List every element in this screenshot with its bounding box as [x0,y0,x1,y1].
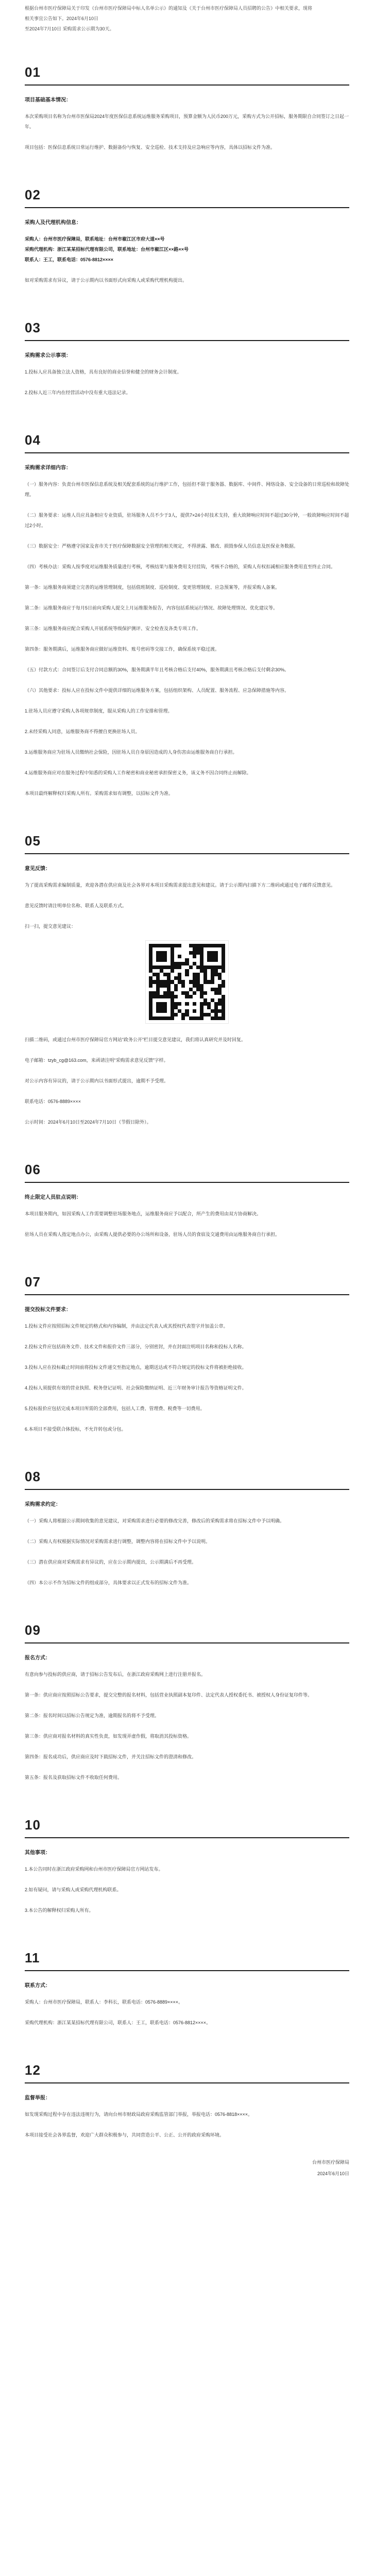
paragraph: （三）数据安全：严格遵守国家及省市关于医疗保障数据安全管理的相关规定，不得泄露、篡改、损毁参保人员信息及医保业务数据。 [25,544,299,549]
section-number: 02 [25,184,349,208]
paragraph: 驻场人员在采购人指定地点办公，由采购人提供必要的办公场所和设备，驻场人员的食宿及交通费用由运维服务商自行承担。 [25,1232,280,1237]
paragraph: 第四条：报名成功后，供应商应及时下载招标文件，并关注招标文件的澄清和修改。 [25,1754,197,1759]
paragraph: 本项目最终解释权归采购人所有。采购需求如有调整，以招标文件为准。 [25,791,174,796]
qr-code-wrap [25,941,349,1023]
paragraph: （三）潜在供应商对采购需求有异议的，应在公示期内提出，公示期满后不再受理。 [25,1560,197,1565]
section-title: 采购需求公示事项： [25,353,71,359]
highlight-line: 采购人：台州市医疗保障局，联系地址：台州市椒江区市府大道××号 [25,236,165,242]
sections-container [25,62,349,2140]
section-08 [25,1466,349,1588]
paragraph: 电子邮箱：tzyb_cg@163.com，来函请注明“采购需求意见反馈”字样。 [25,1058,168,1063]
paragraph: 本项目服务期内，如因采购人工作需要调整驻场服务地点，运维服务商应予以配合，所产生的费用由双方协商解决。 [25,1211,262,1216]
intro-line: 相关事宜公告如下。2024年6月10日 [25,16,99,21]
section-title: 其他事项： [25,1850,50,1856]
paragraph: 4.运维服务商应对在服务过程中知悉的采购人工作秘密和商业秘密承担保密义务，该义务不因合同终止而解除。 [25,770,251,775]
section-04 [25,430,349,799]
paragraph: 第三条：运维服务商应配合采购人开展系统等级保护测评、安全检查及各类专项工作。 [25,626,201,631]
section-05 [25,831,349,1127]
section-number: 12 [25,2060,349,2083]
paragraph: 2.投标人近三年内在经营活动中没有重大违法记录。 [25,390,131,395]
paragraph: （一）采购人将根据公示期间收集的意见建议，对采购需求进行必要的修改完善，修改后的采购需求将在招标文件中予以明确。 [25,1518,285,1523]
paragraph: 第一条：运维服务商须建立完善的运维管理制度，包括值班制度、巡检制度、变更管理制度、应急预案等，并报采购人备案。 [25,585,280,590]
paragraph: 2.未经采购人同意，运维服务商不得擅自更换驻场人员。 [25,729,140,734]
signoff-org: 台州市医疗保障局 [312,2160,349,2165]
section-title: 采购需求约定： [25,1502,61,1507]
section-number: 09 [25,1620,349,1643]
qr-code-icon[interactable] [146,941,228,1023]
intro-line: 至2024年7月10日 采购需求公示期为30天。 [25,26,114,31]
section-number: 07 [25,1272,349,1295]
paragraph: 有意向参与投标的供应商，请于招标公告发布后，在浙江政府采购网上进行注册并报名。 [25,1672,206,1677]
paragraph: （二）服务要求：运维人员应具备相应专业资质，驻场服务人员不少于3人，提供7×24小时技术支持，重大故障响应时间不超过30分钟，一般故障响应时间不超过2小时。 [25,513,349,528]
paragraph: 项目包括：医保信息系统日常运行维护、数据备份与恢复、安全巡检、技术支持及应急响应等内容，具体以招标文件为准。 [25,145,276,150]
section-title: 报名方式： [25,1655,50,1661]
section-title: 意见反馈： [25,866,50,872]
paragraph: 2.投标文件应包括商务文件、技术文件和报价文件三部分，分别密封，并在封面注明项目名称和投标人名称。 [25,1344,247,1349]
paragraph: （五）付款方式：合同签订后支付合同总额的30%，服务期满半年且考核合格后支付40%，服务期满且考核合格后支付剩余30%。 [25,667,290,672]
paragraph: 2.如有疑问，请与采购人或采购代理机构联系。 [25,1887,122,1892]
paragraph: 1.本公告同时在浙江政府采购网和台州市医疗保障局官方网站发布。 [25,1867,163,1872]
intro-line: 根据台州市医疗保障局关于印发《台州市医疗保障局中标人名单公示》的通知及《关于台州市医疗保障局人员招聘的公告》中相关要求，现将 [25,6,313,11]
highlight-line: 联系人：王工，联系电话：0576-8812×××× [25,257,114,262]
paragraph: 为了提高采购需求编制质量，欢迎各潜在供应商及社会各界对本项目采购需求提出意见和建议。请于公示期内扫描下方二维码或通过电子邮件反馈意见。 [25,883,336,888]
paragraph: 第三条：供应商对报名材料的真实性负责，如发现弄虚作假，将取消其投标资格。 [25,1734,192,1739]
highlight-line: 采购代理机构：浙江某某招标代理有限公司，联系地址：台州市椒江区××路××号 [25,247,189,252]
section-10 [25,1815,349,1916]
paragraph: 采购人：台州市医疗保障局，联系人：李科长，联系电话：0576-8889××××。 [25,1999,183,2005]
section-number: 05 [25,831,349,854]
paragraph: 如发现采购过程中存在违法违规行为，请向台州市财政局政府采购监管部门举报，举报电话：0576-8818××××。 [25,2112,253,2117]
section-09 [25,1620,349,1783]
paragraph: 1.驻场人员应遵守采购人各项规章制度，服从采购人的工作安排和管理。 [25,708,173,714]
paragraph: 第二条：报名时间以招标公告规定为准，逾期报名的将不予受理。 [25,1713,160,1718]
paragraph: 4.投标人须提供有效的营业执照、税务登记证明、社会保险缴纳证明、近三年财务审计报告等资格证明文件。 [25,1385,247,1391]
paragraph: 第五条：报名及获取招标文件不收取任何费用。 [25,1775,123,1780]
section-12 [25,2060,349,2140]
section-title: 联系方式： [25,1983,50,1989]
section-number: 01 [25,62,349,86]
section-01 [25,62,349,152]
paragraph: 1.投标人应具备独立法人资格，具有良好的商业信誉和健全的财务会计制度。 [25,369,182,375]
paragraph: 3.投标人应在投标截止时间前将投标文件递交至指定地点，逾期送达或不符合规定的投标文件将被拒绝接收。 [25,1365,247,1370]
paragraph: 对公示内容有异议的，请于公示期内以书面形式提出，逾期不予受理。 [25,1078,169,1083]
paragraph: 本次采购项目名称为台州市医保局2024年度医保信息系统运维服务采购项目，预算金额为人民币200万元，采购方式为公开招标，服务期限自合同签订之日起一年。 [25,114,349,129]
section-title: 提交投标文件要求： [25,1307,71,1313]
signoff-date: 2024年6月10日 [317,2171,349,2176]
paragraph: 本项目接受社会各界监督，欢迎广大群众积极参与，共同营造公平、公正、公开的政府采购环境。 [25,2132,225,2138]
date-line: 公示时间：2024年6月10日至2024年7月10日（节假日除外）。 [25,1120,151,1125]
paragraph: （一）服务内容：负责台州市医保信息系统及相关配套系统的运行维护工作，包括但不限于服务器、数据库、中间件、网络设备、安全设备的日常巡检和故障处理。 [25,482,350,497]
section-number: 10 [25,1815,349,1838]
paragraph: 如对采购需求有异议，请于公示期内以书面形式向采购人或采购代理机构提出。 [25,278,188,283]
section-03 [25,317,349,398]
qr-caption: 扫描二维码，或通过台州市医疗保障局官方网站“政务公开”栏目提交意见建议，我们将认真研究并及时回复。 [25,1037,246,1042]
section-title: 终止限定人员驻点说明： [25,1195,81,1200]
section-number: 08 [25,1466,349,1490]
paragraph: （二）采购人有权根据实际情况对采购需求进行调整，调整内容将在招标文件中予以说明。 [25,1539,211,1544]
section-number: 06 [25,1159,349,1183]
section-02 [25,184,349,285]
paragraph: （六）其他要求：投标人应在投标文件中提供详细的运维服务方案，包括组织架构、人员配置、服务流程、应急保障措施等内容。 [25,688,290,693]
paragraph: 第四条：服务期满后，运维服务商应做好运维资料、账号密码等交接工作，确保系统平稳过渡。 [25,647,220,652]
paragraph: 5.投标报价应包括完成本项目所需的全部费用，包括人工费、管理费、税费等一切费用。 [25,1406,205,1411]
section-number: 03 [25,317,349,341]
paragraph: （四）考核办法：采购人按季度对运维服务质量进行考核，考核结果与服务费用支付挂钩，考核不合格的，采购人有权扣减相应服务费用直至终止合同。 [25,564,336,569]
section-title: 采购需求详细内容： [25,465,71,471]
section-11 [25,1947,349,2028]
section-title: 项目基础基本情况： [25,97,71,103]
section-title: 监督举报： [25,2095,50,2101]
signoff [25,2157,349,2179]
section-title: 采购人及代理机构信息： [25,220,81,226]
paragraph: 意见反馈时请注明单位名称、联系人及联系方式。 [25,903,127,908]
paragraph: 3.运维服务商应为驻场人员缴纳社会保险，因驻场人员自身原因造成的人身伤害由运维服务商自行承担。 [25,750,237,755]
paragraph: 1.投标文件应按照招标文件规定的格式和内容编制，并由法定代表人或其授权代表签字并加盖公章。 [25,1324,228,1329]
paragraph: 扫一扫，提交意见建议： [25,924,76,929]
paragraph: 6.本项目不接受联合体投标，不允许转包或分包。 [25,1427,126,1432]
intro-block [25,3,349,34]
paragraph: 采购代理机构：浙江某某招标代理有限公司，联系人：王工，联系电话：0576-8812××××。 [25,2020,211,2025]
paragraph: （四）本公示不作为招标文件的组成部分，具体要求以正式发布的招标文件为准。 [25,1580,192,1585]
paragraph: 3.本公告的解释权归采购人所有。 [25,1908,94,1913]
section-07 [25,1272,349,1434]
paragraph: 第一条：供应商应按照招标公告要求，提交完整的报名材料，包括营业执照副本复印件、法定代表人授权委托书、被授权人身份证复印件等。 [25,1692,313,1698]
paragraph: 第二条：运维服务商应于每月5日前向采购人提交上月运维服务报告，内容包括系统运行情况、故障处理情况、优化建议等。 [25,605,278,611]
section-number: 11 [25,1947,349,1971]
section-06 [25,1159,349,1240]
section-number: 04 [25,430,349,453]
paragraph: 联系电话：0576-8889×××× [25,1099,81,1104]
